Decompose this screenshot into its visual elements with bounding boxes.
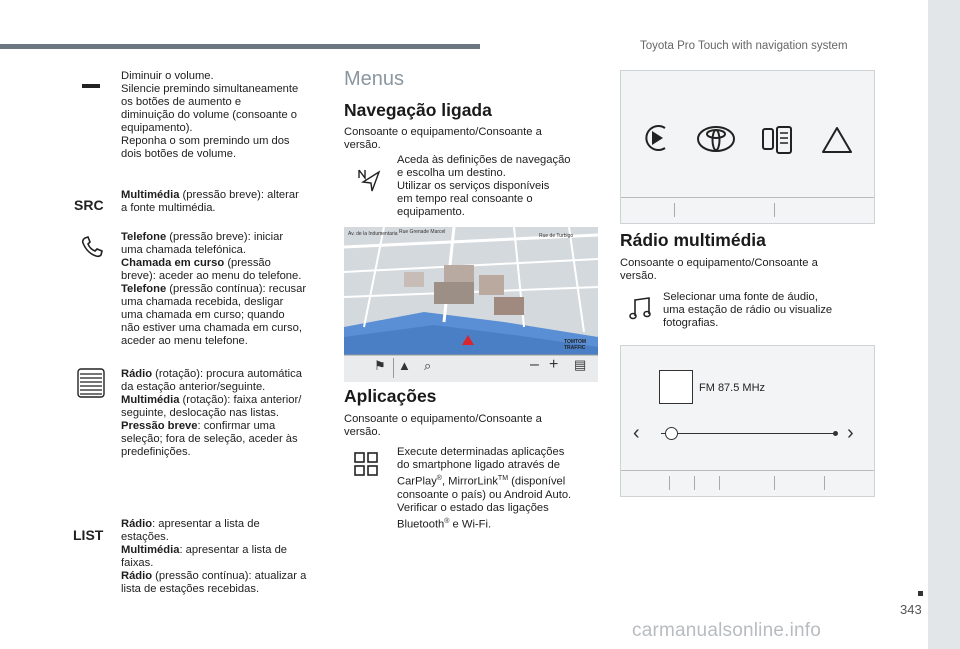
map-zoom-in-button[interactable]: + <box>549 356 559 373</box>
phone-mirror-icon[interactable] <box>761 125 795 160</box>
apps-desc: Execute determinadas aplicações do smartphone ligado através de CarPlay®, MirrorLink™ (disponível consoante o país) ou Android Auto. Verificar o estado das ligações Bluetooth® e Wi-Fi. <box>397 446 572 531</box>
warning-triangle-icon[interactable] <box>821 125 853 160</box>
map-street-2: Rue Grenade Marcel <box>399 229 446 235</box>
radio-heading: Rádio multimédia <box>620 230 766 250</box>
station-frequency: FM 87.5 MHz <box>699 382 766 394</box>
home-bottom-bar <box>621 197 874 198</box>
nav-desc: Aceda às definições de navegação e escolha um destino. Utilizar os serviços disponíveis em tempo real consoante o equipamento. <box>397 154 571 218</box>
frequency-slider-knob[interactable] <box>665 427 678 440</box>
home-divider-1 <box>674 203 675 217</box>
map-search-button[interactable]: ⌕ <box>424 358 432 373</box>
radio-bottom-bar <box>621 470 874 471</box>
radio-screen <box>620 345 875 497</box>
list-text: Rádio: apresentar a lista de estações. Multimédia: apresentar a lista de faixas. Rádio (pressão contínua): atualizar a lista de estações recebidas. <box>121 518 307 595</box>
map-flag-button[interactable]: ⚑ <box>374 358 386 373</box>
tomtom-logo: TOMTOM TRAFFIC <box>564 339 587 351</box>
nav-intro: Consoante o equipamento/Consoante a versão. <box>344 126 542 151</box>
minus-icon <box>82 84 100 88</box>
src-label-icon: SRC <box>74 197 104 213</box>
radio-divider-3 <box>719 476 720 490</box>
next-station-button[interactable]: › <box>847 422 854 444</box>
music-note-icon <box>628 296 652 322</box>
phone-text: Telefone (pressão breve): iniciar uma chamada telefónica. Chamada em curso (pressão breve): aceder ao menu do telefone. Telefone (pressão contínua): recusar uma chamada recebida, desligar uma chamada em curso; quando não estiver uma chamada em curso, aceder ao menu telefone. <box>121 231 307 347</box>
prev-station-button[interactable]: ‹ <box>633 422 640 444</box>
thumbwheel-text: Rádio (rotação): procura automática da estação anterior/seguinte. Multimédia (rotação): faixa anterior/ seguinte, deslocação nas listas. Pressão breve: confirmar uma seleção; fora de seleção, aceder às predefinições. <box>121 368 302 458</box>
apps-heading: Aplicações <box>344 386 437 406</box>
map-menu-button[interactable]: ▤ <box>574 357 587 372</box>
volume-down-text: Diminuir o volume. Silencie premindo simultaneamente os botões de aumento e diminuição do volume (consoante o equipamento). Reponha o som premindo um dos dois botões de volume. <box>121 70 299 160</box>
side-strip <box>928 0 960 649</box>
map-divider <box>393 358 394 378</box>
radio-divider-1 <box>669 476 670 490</box>
map-street-3: Rue de Turbigo <box>539 233 574 239</box>
page-number: 343 <box>900 602 922 617</box>
slider-end-dot <box>833 431 838 436</box>
nav-heading: Navegação ligada <box>344 100 492 120</box>
home-divider-2 <box>774 203 775 217</box>
home-screen <box>620 70 875 224</box>
document-title: Toyota Pro Touch with navigation system <box>640 40 848 52</box>
apps-intro: Consoante o equipamento/Consoante a versão. <box>344 413 542 438</box>
navigation-map-screen <box>344 227 598 382</box>
list-label-icon: LIST <box>73 527 104 543</box>
menus-title: Menus <box>344 68 405 90</box>
watermark: carmanualsonline.info <box>632 620 822 641</box>
radio-intro: Consoante o equipamento/Consoante a versão. <box>620 257 818 282</box>
header-bar <box>0 44 480 49</box>
map-position-button[interactable]: ▲ <box>398 358 411 373</box>
radio-desc: Selecionar uma fonte de áudio, uma estação de rádio ou visualize fotografias. <box>663 291 833 329</box>
radio-divider-5 <box>824 476 825 490</box>
radio-divider-2 <box>694 476 695 490</box>
toyota-logo-icon[interactable] <box>696 125 736 158</box>
apps-grid-icon <box>353 451 379 477</box>
map-street-1: Av. de la Indumentaria <box>348 231 398 237</box>
frequency-slider-track[interactable] <box>661 433 837 434</box>
station-artwork <box>659 370 693 404</box>
page-marker <box>918 591 923 596</box>
map-zoom-out-button[interactable]: – <box>530 356 539 373</box>
navigation-icon <box>355 166 381 192</box>
nav-arrow-icon[interactable] <box>641 123 671 160</box>
thumbwheel-icon <box>77 368 105 398</box>
phone-icon <box>80 235 104 259</box>
radio-divider-4 <box>774 476 775 490</box>
src-text: Multimédia (pressão breve): alterar a fonte multimédia. <box>121 189 299 214</box>
